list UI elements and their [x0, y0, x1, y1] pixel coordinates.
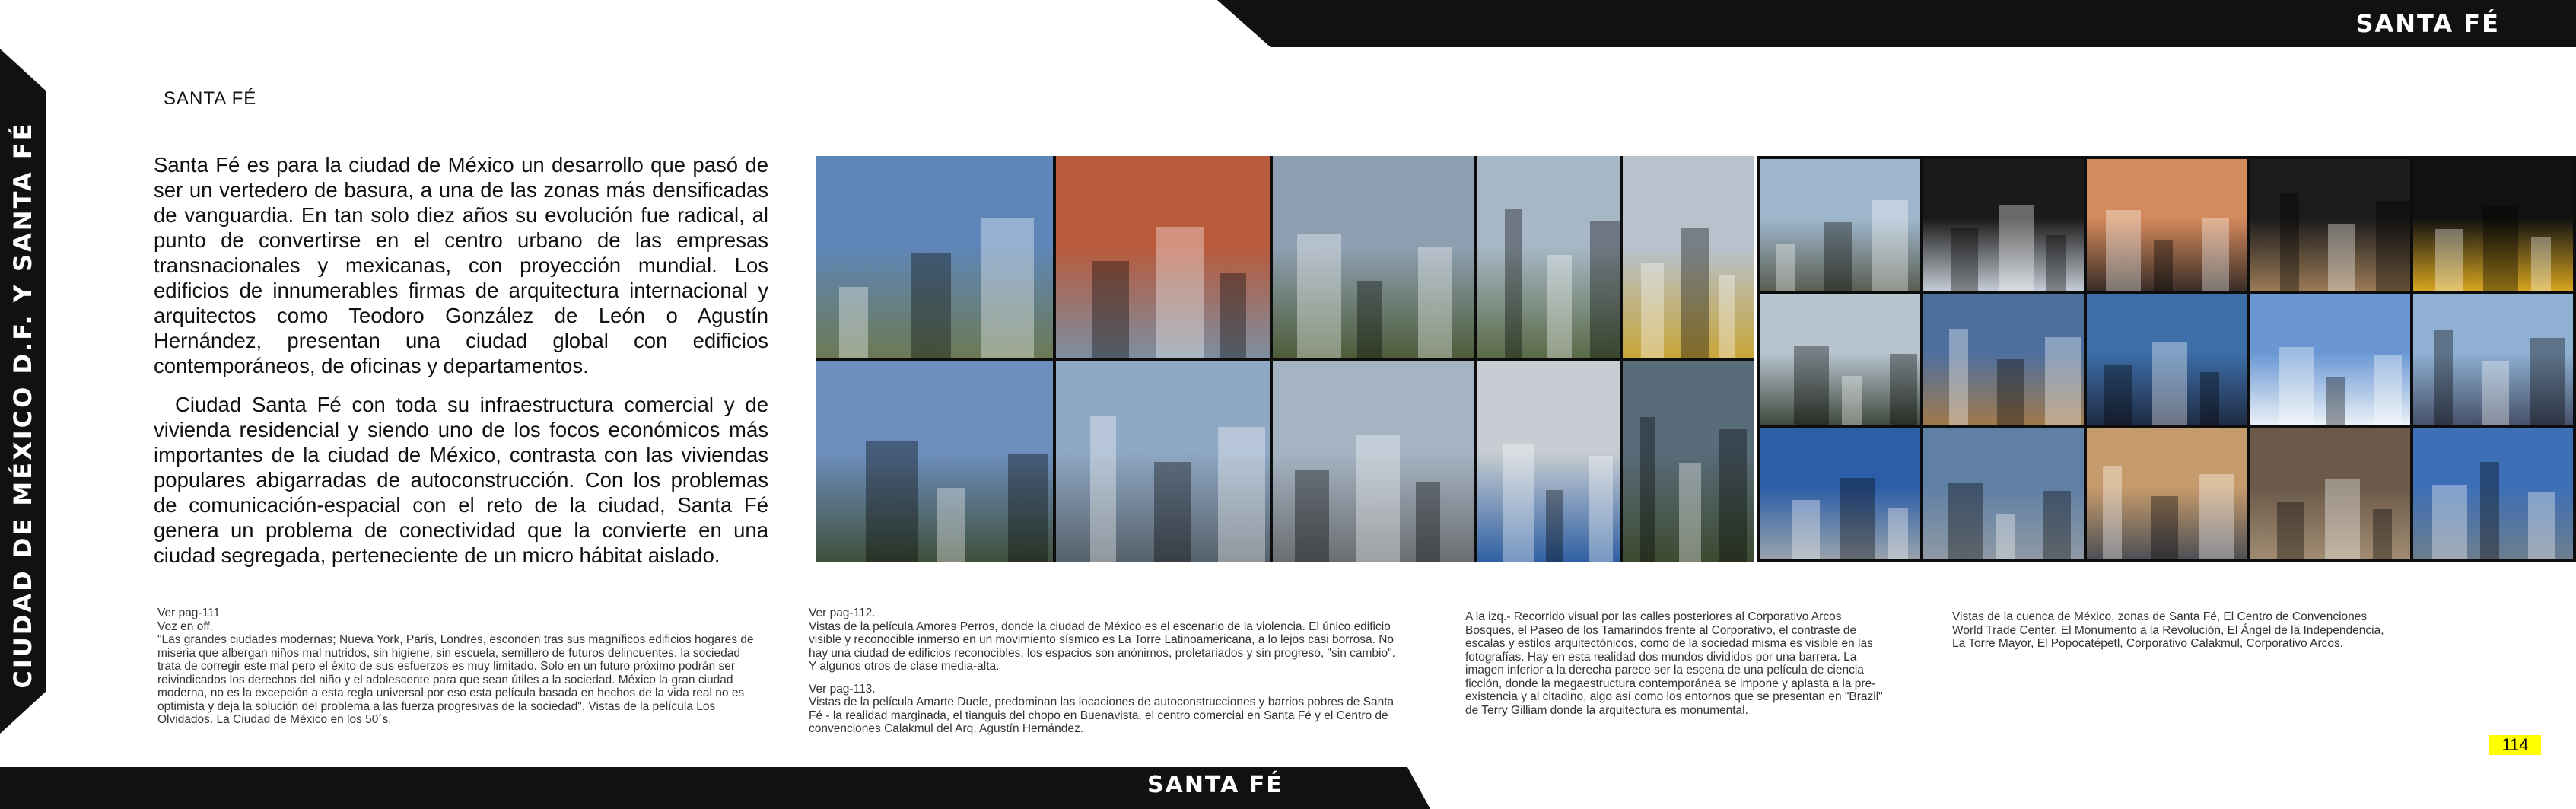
street-photo-3 [1273, 156, 1474, 358]
city-photo-14 [2250, 428, 2409, 559]
caption-body-a: Vistas de la película Amores Perros, donde la ciudad de México es el escenario de la violencia. El único edificio visible y reconocible inmerso en un movimiento sísmico es La Torre Latinoamericana, a lo lejos casi borrosa. No hay una ciudad de edificios reconocibles, los espacios son anónimos, proletariados y sin progreso, "sin cambio". Y algunos otros de clase media-alta. [809, 619, 1395, 673]
bottom-banner-title: SANTA FÉ [1147, 772, 1283, 798]
top-banner-title: SANTA FÉ [2355, 9, 2500, 38]
main-text-block [154, 152, 768, 581]
caption-body: A la izq.- Recorrido visual por las calles posteriores al Corporativo Arcos Bosques, el Paseo de los Tamarindos frente al Corporativo, el contraste de escalas y estilos arquitectónicos, como de la sociedad misma es visible en las fotografías. Hay en esta realidad dos mundos divididos por una barrera. La imagen inferior a la derecha parece ser la escena de una película de ciencia ficción, donde la megaestructura contemporánea se impone y aplasta a la pre-existencia y al citadino, algo así como los entornos que se presentan en "Brazil" de Terry Gilliam donde la arquitectura es monumental. [1465, 610, 1883, 717]
city-photo-8 [2087, 294, 2247, 425]
city-photo-2 [1923, 159, 2083, 291]
street-photo-1 [816, 156, 1053, 358]
city-photo-11 [1760, 428, 1920, 559]
caption-body: Vistas de la cuenca de México, zonas de Santa Fé, El Centro de Convenciones World Trade Center, El Monumento a la Revolución, El Ángel de la Independencia, La Torre Mayor, El Popocatépetl, Corporativo Calakmul, Corporativo Arcos. [1952, 610, 2384, 650]
city-photo-6 [1760, 294, 1920, 425]
city-photo-3 [2087, 159, 2247, 291]
city-photo-4 [2250, 159, 2409, 291]
section-heading: SANTA FÉ [164, 88, 257, 109]
city-photo-5 [2413, 159, 2573, 291]
street-photo-2 [1056, 156, 1270, 358]
caption-ref-a: Ver pag-112. [809, 607, 876, 619]
city-photo-12 [1923, 428, 2083, 559]
caption-column-1 [157, 607, 766, 727]
caption-ref: Ver pag-111 [157, 607, 221, 619]
street-photo-9 [1477, 361, 1620, 562]
street-photo-6 [816, 361, 1053, 562]
caption-body: "Las grandes ciudades modernas; Nueva York, París, Londres, esconden tras sus magníficos edificios hogares de miseria que albergan niños mal nutridos, sin higiene, sin escuela, semillero de futuros delincuentes. la sociedad trata de corregir este mal pero el éxito de sus esfuerzos es muy limitado. Solo en un futuro próximo podrán ser reivindicados los derechos del niño y el adolescente para que sean útiles a la sociedad. México la gran ciudad moderna, no es la excepción a esta regla universal por eso esta película basada en hechos de la vida real no es optimista y deja la solución del problema a las fuerza progresivas de la sociedad". Vistas de la película Los Olvidados. La Ciudad de México en los 50´s. [157, 633, 754, 726]
street-photo-8 [1273, 361, 1474, 562]
paragraph-1: Santa Fé es para la ciudad de México un desarrollo que pasó de ser un vertedero de basura, a una de las zonas más densificadas de vanguardia. En tan solo diez años su evolución fue radical, al punto de convertirse en el centro urbano de las empresas transnacionales y mexicanas, con proyección mundial. Los edificios de innumerables firmas de arquitectura internacional y arquitectos como Teodoro González de León o Agustín Hernández, presentan una ciudad global con edificios contemporáneos, de oficinas y departamentos. [154, 153, 768, 377]
street-photo-4 [1477, 156, 1620, 358]
city-photo-1 [1760, 159, 1920, 291]
page-number: 114 [2489, 735, 2541, 755]
caption-body-b: Vistas de la película Amarte Duele, predominan las locaciones de autoconstrucciones y barrios pobres de Santa Fé - la realidad marginada, el tianguis del chopo en Buenavista, el centro comercial en Santa Fé y el Centro de convenciones Calakmul del Arq. Agustín Hernández. [809, 696, 1395, 735]
city-photo-gallery [1757, 156, 2576, 562]
city-photo-10 [2413, 294, 2573, 425]
caption-column-2 [809, 607, 1402, 736]
caption-column-4 [1952, 610, 2393, 651]
street-photo-7 [1056, 361, 1270, 562]
paragraph-2: Ciudad Santa Fé con toda su infraestructura comercial y de vivienda residencial y siendo uno de los focos económicos más importantes de la ciudad de México, contrasta con las viviendas populares abigarradas de autoconstrucción. Con los problemas de comunicación-espacial con el reto de la ciudad, Santa Fé genera un problema de conectividad que la convierte en una ciudad segregada, perteneciente de un micro hábitat aislado. [154, 393, 768, 567]
street-photo-10 [1623, 361, 1754, 562]
city-photo-15 [2413, 428, 2573, 559]
street-photo-gallery [816, 156, 1754, 562]
city-photo-9 [2250, 294, 2409, 425]
caption-ref-b: Ver pag-113. [809, 682, 876, 696]
caption-column-3 [1465, 610, 1891, 717]
city-photo-13 [2087, 428, 2247, 559]
city-photo-7 [1923, 294, 2083, 425]
side-vertical-title: CIUDAD DE MÉXICO D.F. Y SANTA FÉ [8, 121, 37, 689]
street-photo-5 [1623, 156, 1754, 358]
caption-subtitle: Voz en off. [157, 619, 213, 633]
